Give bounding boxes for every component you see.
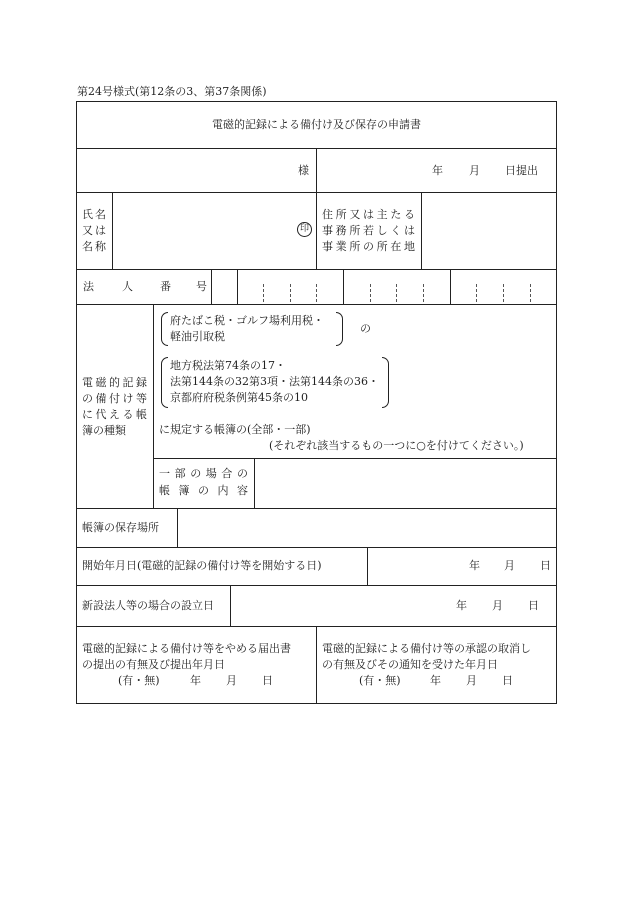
rule-provision-bottom xyxy=(153,458,557,459)
start-date-day: 日 xyxy=(540,559,551,572)
law-line-2: 法第144条の32第3項・法第144条の36・ xyxy=(170,375,379,388)
establishment-date-day: 日 xyxy=(528,599,539,612)
cessation-right-month: 月 xyxy=(466,674,477,687)
seal-mark: 印 xyxy=(297,222,312,237)
name-label-line-2: 又は xyxy=(82,224,106,237)
partial-label-line-1: 一部の場合の xyxy=(159,467,248,480)
form-title: 電磁的記録による備付け及び保存の申請書 xyxy=(212,118,421,131)
address-label-line-1: 住所又は主たる xyxy=(322,208,415,221)
rule-storage-bottom xyxy=(76,547,557,548)
storage-place-label: 帳簿の保存場所 xyxy=(82,521,159,534)
rule-start-date-bottom xyxy=(76,585,557,586)
corporate-number-label-char: 番 xyxy=(160,280,171,293)
rule-ledger-label-divider xyxy=(153,304,154,508)
form-number: 第24号様式(第12条の3、第37条関係) xyxy=(77,85,267,98)
rule-cessation-divider xyxy=(316,626,317,704)
rule-corp-digit-8 xyxy=(503,284,504,302)
cessation-left-line-1: 電磁的記録による備付け等をやめる届出書 xyxy=(82,642,291,655)
corporate-number-label-char: 法 xyxy=(83,280,94,293)
provision-text: に規定する帳簿の(全部・一部) xyxy=(159,423,311,436)
establishment-date-month: 月 xyxy=(492,599,503,612)
instruction-text: (それぞれ該当するもの一つに○を付けてください。) xyxy=(269,439,524,452)
corporate-number-label-char: 人 xyxy=(122,280,133,293)
cessation-left-line-2: の提出の有無及び提出年月日 xyxy=(82,658,225,671)
law-brace-close xyxy=(382,357,389,408)
name-label-line-3: 名称 xyxy=(82,240,106,253)
cessation-right-day: 日 xyxy=(502,674,513,687)
rule-ledger-bottom xyxy=(76,508,557,509)
submission-month: 月 xyxy=(469,164,480,177)
rule-corp-digit-6 xyxy=(423,284,424,302)
start-date-label: 開始年月日(電磁的記録の備付け等を開始する日) xyxy=(82,559,322,572)
rule-corp-cell-1 xyxy=(237,269,238,304)
rule-start-date-divider xyxy=(367,547,368,585)
law-line-1: 地方税法第74条の17・ xyxy=(170,359,286,372)
rule-corp-digit-9 xyxy=(530,284,531,302)
rule-corp-digit-4 xyxy=(370,284,371,302)
rule-corp-digit-3 xyxy=(316,284,317,302)
establishment-date-year: 年 xyxy=(456,599,467,612)
no-particle: の xyxy=(360,322,371,335)
rule-partial-label-divider xyxy=(254,458,255,508)
start-date-year: 年 xyxy=(469,559,480,572)
law-brace-open xyxy=(161,357,168,408)
establishment-date-label: 新設法人等の場合の設立日 xyxy=(82,599,214,612)
cessation-left-choice: (有・無) xyxy=(118,674,160,687)
rule-corp-digit-1 xyxy=(263,284,264,302)
ledger-type-label-line-1: 電磁的記録 xyxy=(82,376,147,389)
address-label-line-2: 事務所若しくは xyxy=(322,224,415,237)
rule-corp-label-divider xyxy=(211,269,212,304)
cessation-left-year: 年 xyxy=(190,674,201,687)
cessation-left-day: 日 xyxy=(262,674,273,687)
rule-address-label-divider xyxy=(421,192,422,269)
rule-corporate-number-bottom xyxy=(76,304,557,305)
rule-corp-digit-5 xyxy=(396,284,397,302)
rule-applicant-bottom xyxy=(76,269,557,270)
corporate-number-label-char: 号 xyxy=(196,280,207,293)
cessation-right-year: 年 xyxy=(430,674,441,687)
tax-brace-open xyxy=(161,312,168,346)
law-line-3: 京都府府税条例第45条の10 xyxy=(170,391,308,404)
rule-storage-divider xyxy=(177,508,178,547)
name-label-line-1: 氏名 xyxy=(82,208,106,221)
rule-name-label-divider xyxy=(112,192,113,269)
cessation-right-line-1: 電磁的記録による備付け等の承認の取消し xyxy=(322,642,531,655)
addressee-suffix: 様 xyxy=(298,164,309,177)
ledger-type-label-line-2: の備付け等 xyxy=(82,392,147,405)
ledger-type-label-line-4: 簿の種類 xyxy=(82,424,126,437)
start-date-month: 月 xyxy=(504,559,515,572)
tax-brace-close xyxy=(336,312,343,346)
cessation-right-line-2: の有無及びその通知を受けた年月日 xyxy=(322,658,498,671)
submission-day: 日提出 xyxy=(505,164,538,177)
ledger-type-label-line-3: に代える帳 xyxy=(82,408,147,421)
submission-year: 年 xyxy=(432,164,443,177)
address-label-line-3: 事業所の所在地 xyxy=(322,240,415,253)
rule-establishment-divider xyxy=(230,585,231,626)
rule-corp-digit-7 xyxy=(476,284,477,302)
rule-corp-group-1 xyxy=(343,269,344,304)
cessation-right-choice: (有・無) xyxy=(359,674,401,687)
partial-label-line-2: 帳簿の内容 xyxy=(159,484,248,497)
rule-corp-digit-2 xyxy=(290,284,291,302)
tax-line-2: 軽油引取税 xyxy=(170,330,225,343)
tax-line-1: 府たばこ税・ゴルフ場利用税・ xyxy=(170,314,324,327)
rule-corp-group-2 xyxy=(450,269,451,304)
rule-addressee-divider xyxy=(316,148,317,269)
cessation-left-month: 月 xyxy=(226,674,237,687)
